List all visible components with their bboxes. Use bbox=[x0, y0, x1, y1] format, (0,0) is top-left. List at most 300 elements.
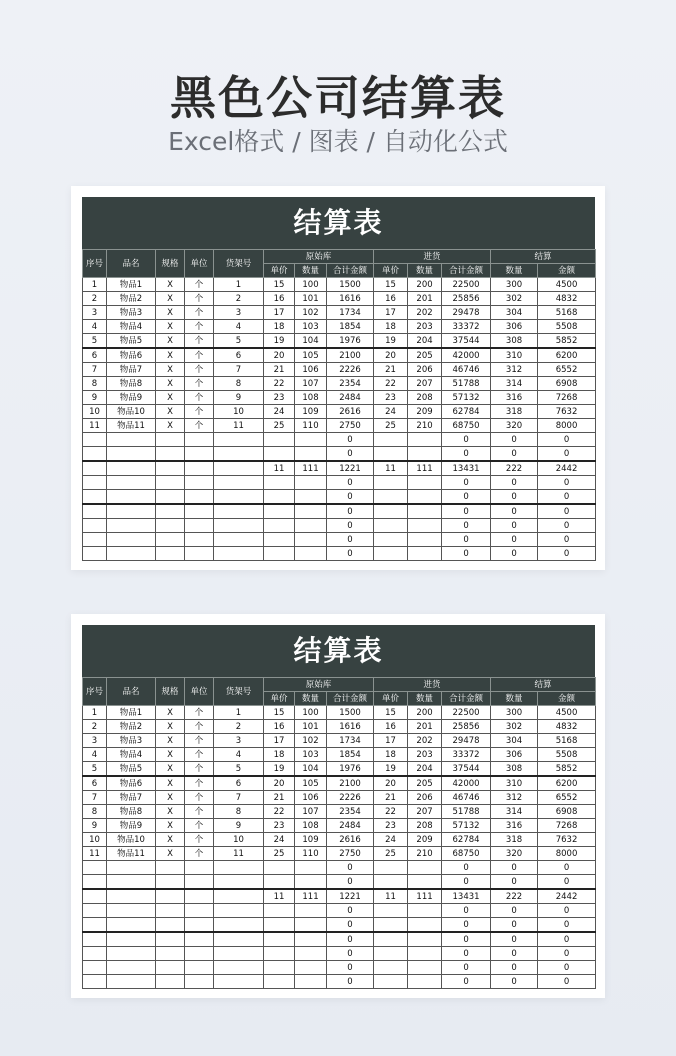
table-cell[interactable]: 110 bbox=[295, 847, 327, 861]
table-cell[interactable]: 0 bbox=[538, 904, 596, 918]
table-cell[interactable]: 11 bbox=[214, 847, 264, 861]
table-cell[interactable]: 0 bbox=[442, 490, 491, 505]
table-cell[interactable]: 17 bbox=[264, 306, 295, 320]
table-cell[interactable] bbox=[374, 961, 408, 975]
table-cell[interactable] bbox=[295, 947, 327, 961]
table-cell[interactable] bbox=[264, 519, 295, 533]
table-cell[interactable] bbox=[374, 861, 408, 875]
table-cell[interactable]: 8000 bbox=[538, 847, 596, 861]
table-cell[interactable]: 20 bbox=[374, 776, 408, 791]
table-cell[interactable]: 57132 bbox=[442, 819, 491, 833]
table-cell[interactable] bbox=[107, 490, 156, 505]
table-cell[interactable]: 111 bbox=[295, 889, 327, 904]
table-cell[interactable] bbox=[264, 947, 295, 961]
table-cell[interactable]: 0 bbox=[442, 433, 491, 447]
table-cell[interactable] bbox=[156, 932, 185, 947]
table-cell[interactable] bbox=[185, 533, 214, 547]
table-cell[interactable]: 24 bbox=[264, 833, 295, 847]
table-cell[interactable] bbox=[107, 932, 156, 947]
table-cell[interactable]: 300 bbox=[491, 706, 538, 720]
table-cell[interactable]: 108 bbox=[295, 391, 327, 405]
table-cell[interactable]: 0 bbox=[491, 547, 538, 561]
table-cell[interactable] bbox=[107, 504, 156, 519]
table-cell[interactable] bbox=[83, 519, 107, 533]
table-cell[interactable]: 个 bbox=[185, 720, 214, 734]
table-cell[interactable]: 23 bbox=[374, 391, 408, 405]
table-cell[interactable]: 68750 bbox=[442, 419, 491, 433]
table-cell[interactable]: 6 bbox=[214, 348, 264, 363]
table-cell[interactable] bbox=[264, 433, 295, 447]
table-cell[interactable] bbox=[185, 932, 214, 947]
table-cell[interactable] bbox=[185, 519, 214, 533]
table-cell[interactable]: 个 bbox=[185, 334, 214, 349]
table-cell[interactable]: 2100 bbox=[327, 776, 374, 791]
table-cell[interactable]: 15 bbox=[264, 706, 295, 720]
table-cell[interactable]: 8 bbox=[83, 805, 107, 819]
table-cell[interactable] bbox=[185, 547, 214, 561]
table-cell[interactable]: 0 bbox=[327, 875, 374, 890]
table-cell[interactable]: 17 bbox=[374, 306, 408, 320]
table-cell[interactable]: 10 bbox=[214, 405, 264, 419]
table-cell[interactable]: 16 bbox=[264, 292, 295, 306]
table-cell[interactable]: 个 bbox=[185, 306, 214, 320]
table-cell[interactable]: 个 bbox=[185, 762, 214, 777]
table-cell[interactable]: 物品8 bbox=[107, 805, 156, 819]
table-cell[interactable]: 109 bbox=[295, 833, 327, 847]
table-cell[interactable] bbox=[214, 947, 264, 961]
table-cell[interactable] bbox=[185, 447, 214, 462]
table-cell[interactable]: 209 bbox=[408, 833, 442, 847]
table-cell[interactable] bbox=[408, 533, 442, 547]
table-cell[interactable] bbox=[264, 918, 295, 933]
table-cell[interactable]: 42000 bbox=[442, 776, 491, 791]
table-cell[interactable]: 208 bbox=[408, 819, 442, 833]
table-cell[interactable]: 204 bbox=[408, 762, 442, 777]
table-cell[interactable]: 0 bbox=[491, 476, 538, 490]
table-cell[interactable]: 110 bbox=[295, 419, 327, 433]
table-cell[interactable] bbox=[214, 476, 264, 490]
table-cell[interactable] bbox=[214, 875, 264, 890]
table-cell[interactable]: 104 bbox=[295, 334, 327, 349]
table-cell[interactable]: 10 bbox=[214, 833, 264, 847]
table-cell[interactable] bbox=[408, 947, 442, 961]
table-cell[interactable]: 18 bbox=[264, 320, 295, 334]
table-cell[interactable]: 0 bbox=[442, 918, 491, 933]
table-cell[interactable]: 300 bbox=[491, 278, 538, 292]
table-cell[interactable] bbox=[107, 961, 156, 975]
table-cell[interactable] bbox=[185, 975, 214, 989]
table-cell[interactable]: 62784 bbox=[442, 405, 491, 419]
table-cell[interactable]: 0 bbox=[442, 975, 491, 989]
table-cell[interactable]: 1 bbox=[83, 278, 107, 292]
table-cell[interactable]: 6 bbox=[214, 776, 264, 791]
table-cell[interactable]: 25856 bbox=[442, 720, 491, 734]
table-cell[interactable]: 物品3 bbox=[107, 306, 156, 320]
table-cell[interactable]: 6552 bbox=[538, 363, 596, 377]
table-cell[interactable]: 310 bbox=[491, 776, 538, 791]
table-cell[interactable]: 5 bbox=[83, 762, 107, 777]
table-cell[interactable]: X bbox=[156, 419, 185, 433]
table-cell[interactable] bbox=[107, 947, 156, 961]
table-cell[interactable]: X bbox=[156, 805, 185, 819]
table-cell[interactable]: 21 bbox=[264, 363, 295, 377]
table-cell[interactable] bbox=[408, 433, 442, 447]
table-cell[interactable] bbox=[374, 932, 408, 947]
table-cell[interactable] bbox=[408, 519, 442, 533]
table-cell[interactable]: 6908 bbox=[538, 377, 596, 391]
table-cell[interactable]: 312 bbox=[491, 363, 538, 377]
table-cell[interactable] bbox=[83, 975, 107, 989]
table-cell[interactable]: 4 bbox=[83, 748, 107, 762]
table-cell[interactable]: 个 bbox=[185, 348, 214, 363]
table-cell[interactable] bbox=[264, 533, 295, 547]
table-cell[interactable]: 9 bbox=[214, 391, 264, 405]
table-cell[interactable]: 个 bbox=[185, 363, 214, 377]
table-cell[interactable]: 物品1 bbox=[107, 278, 156, 292]
table-cell[interactable]: X bbox=[156, 377, 185, 391]
table-cell[interactable]: 物品10 bbox=[107, 405, 156, 419]
table-cell[interactable]: 312 bbox=[491, 791, 538, 805]
table-cell[interactable] bbox=[83, 533, 107, 547]
table-cell[interactable] bbox=[83, 547, 107, 561]
table-cell[interactable]: 0 bbox=[327, 504, 374, 519]
table-cell[interactable] bbox=[83, 504, 107, 519]
table-cell[interactable] bbox=[408, 961, 442, 975]
table-cell[interactable] bbox=[107, 533, 156, 547]
table-cell[interactable]: 206 bbox=[408, 791, 442, 805]
table-cell[interactable] bbox=[107, 875, 156, 890]
table-cell[interactable]: 15 bbox=[374, 706, 408, 720]
table-cell[interactable]: 6200 bbox=[538, 348, 596, 363]
table-cell[interactable]: 200 bbox=[408, 706, 442, 720]
table-cell[interactable]: 13431 bbox=[442, 889, 491, 904]
table-cell[interactable]: 23 bbox=[374, 819, 408, 833]
table-cell[interactable]: 个 bbox=[185, 791, 214, 805]
table-cell[interactable]: 4500 bbox=[538, 706, 596, 720]
table-cell[interactable]: 105 bbox=[295, 348, 327, 363]
table-cell[interactable] bbox=[83, 461, 107, 476]
table-cell[interactable]: 5508 bbox=[538, 320, 596, 334]
table-cell[interactable]: 5508 bbox=[538, 748, 596, 762]
table-cell[interactable]: 4832 bbox=[538, 720, 596, 734]
table-cell[interactable]: 100 bbox=[295, 278, 327, 292]
table-cell[interactable]: 5852 bbox=[538, 334, 596, 349]
table-cell[interactable]: 25 bbox=[374, 847, 408, 861]
table-cell[interactable]: 物品9 bbox=[107, 819, 156, 833]
table-cell[interactable]: 0 bbox=[491, 490, 538, 505]
table-cell[interactable] bbox=[408, 476, 442, 490]
table-cell[interactable]: 29478 bbox=[442, 306, 491, 320]
table-cell[interactable] bbox=[83, 947, 107, 961]
table-cell[interactable] bbox=[185, 476, 214, 490]
table-cell[interactable]: 物品8 bbox=[107, 377, 156, 391]
table-cell[interactable]: 210 bbox=[408, 847, 442, 861]
table-cell[interactable]: 18 bbox=[374, 320, 408, 334]
table-cell[interactable]: 17 bbox=[374, 734, 408, 748]
table-cell[interactable]: 302 bbox=[491, 720, 538, 734]
table-cell[interactable] bbox=[156, 547, 185, 561]
table-cell[interactable]: 5 bbox=[83, 334, 107, 349]
table-cell[interactable]: 0 bbox=[442, 904, 491, 918]
table-cell[interactable]: 316 bbox=[491, 819, 538, 833]
table-cell[interactable]: 0 bbox=[327, 433, 374, 447]
table-cell[interactable]: 7 bbox=[214, 363, 264, 377]
table-cell[interactable]: 2 bbox=[214, 720, 264, 734]
table-cell[interactable]: 8000 bbox=[538, 419, 596, 433]
table-cell[interactable]: 1854 bbox=[327, 320, 374, 334]
table-cell[interactable] bbox=[374, 476, 408, 490]
table-cell[interactable]: 201 bbox=[408, 292, 442, 306]
table-cell[interactable]: 6 bbox=[83, 348, 107, 363]
table-cell[interactable]: 304 bbox=[491, 306, 538, 320]
table-cell[interactable]: 1616 bbox=[327, 292, 374, 306]
table-cell[interactable]: 0 bbox=[538, 875, 596, 890]
table-cell[interactable]: 22500 bbox=[442, 278, 491, 292]
table-cell[interactable] bbox=[408, 918, 442, 933]
table-cell[interactable]: 33372 bbox=[442, 320, 491, 334]
table-cell[interactable]: 222 bbox=[491, 889, 538, 904]
table-cell[interactable]: 2 bbox=[214, 292, 264, 306]
table-cell[interactable]: 222 bbox=[491, 461, 538, 476]
table-cell[interactable]: 1976 bbox=[327, 334, 374, 349]
table-cell[interactable]: 206 bbox=[408, 363, 442, 377]
table-cell[interactable]: 203 bbox=[408, 320, 442, 334]
table-cell[interactable]: 10 bbox=[83, 405, 107, 419]
table-cell[interactable] bbox=[156, 875, 185, 890]
table-cell[interactable] bbox=[295, 476, 327, 490]
table-cell[interactable]: 4500 bbox=[538, 278, 596, 292]
table-cell[interactable] bbox=[156, 447, 185, 462]
table-cell[interactable] bbox=[185, 889, 214, 904]
table-cell[interactable]: 205 bbox=[408, 348, 442, 363]
table-cell[interactable]: 8 bbox=[214, 377, 264, 391]
table-cell[interactable]: X bbox=[156, 391, 185, 405]
table-cell[interactable]: 205 bbox=[408, 776, 442, 791]
table-cell[interactable] bbox=[264, 476, 295, 490]
table-cell[interactable]: 29478 bbox=[442, 734, 491, 748]
table-cell[interactable]: 25 bbox=[264, 419, 295, 433]
table-cell[interactable]: X bbox=[156, 833, 185, 847]
table-cell[interactable] bbox=[156, 490, 185, 505]
table-cell[interactable]: X bbox=[156, 320, 185, 334]
table-cell[interactable]: 2226 bbox=[327, 363, 374, 377]
table-cell[interactable]: 0 bbox=[538, 547, 596, 561]
table-cell[interactable]: 0 bbox=[491, 861, 538, 875]
table-cell[interactable] bbox=[264, 490, 295, 505]
table-cell[interactable]: 111 bbox=[408, 461, 442, 476]
table-cell[interactable] bbox=[107, 918, 156, 933]
table-cell[interactable]: 4 bbox=[214, 320, 264, 334]
table-cell[interactable] bbox=[295, 490, 327, 505]
table-cell[interactable]: 个 bbox=[185, 419, 214, 433]
table-cell[interactable] bbox=[185, 433, 214, 447]
table-cell[interactable]: 5 bbox=[214, 334, 264, 349]
table-cell[interactable]: 306 bbox=[491, 748, 538, 762]
table-cell[interactable]: 1734 bbox=[327, 306, 374, 320]
table-cell[interactable]: 11 bbox=[374, 461, 408, 476]
table-cell[interactable]: 1 bbox=[214, 706, 264, 720]
table-cell[interactable]: 0 bbox=[491, 947, 538, 961]
table-cell[interactable]: 23 bbox=[264, 819, 295, 833]
table-cell[interactable]: 101 bbox=[295, 292, 327, 306]
table-cell[interactable]: 4 bbox=[214, 748, 264, 762]
table-cell[interactable]: 4832 bbox=[538, 292, 596, 306]
table-cell[interactable]: 1734 bbox=[327, 734, 374, 748]
table-cell[interactable] bbox=[107, 476, 156, 490]
table-cell[interactable]: 0 bbox=[442, 947, 491, 961]
table-cell[interactable]: 0 bbox=[442, 504, 491, 519]
table-cell[interactable]: X bbox=[156, 405, 185, 419]
table-cell[interactable]: 0 bbox=[538, 476, 596, 490]
table-cell[interactable]: 物品7 bbox=[107, 791, 156, 805]
table-cell[interactable]: 19 bbox=[374, 334, 408, 349]
table-cell[interactable]: 0 bbox=[442, 476, 491, 490]
table-cell[interactable]: 37544 bbox=[442, 762, 491, 777]
table-cell[interactable] bbox=[374, 947, 408, 961]
table-cell[interactable] bbox=[295, 975, 327, 989]
table-cell[interactable]: 0 bbox=[327, 490, 374, 505]
table-cell[interactable] bbox=[408, 875, 442, 890]
table-cell[interactable]: 62784 bbox=[442, 833, 491, 847]
table-cell[interactable]: 0 bbox=[327, 947, 374, 961]
table-cell[interactable] bbox=[214, 961, 264, 975]
table-cell[interactable]: 0 bbox=[442, 961, 491, 975]
table-cell[interactable] bbox=[156, 476, 185, 490]
table-cell[interactable]: 0 bbox=[442, 875, 491, 890]
table-cell[interactable]: X bbox=[156, 762, 185, 777]
table-cell[interactable]: 0 bbox=[538, 447, 596, 462]
table-cell[interactable]: 5168 bbox=[538, 734, 596, 748]
table-cell[interactable]: 0 bbox=[538, 490, 596, 505]
table-cell[interactable] bbox=[408, 504, 442, 519]
table-cell[interactable] bbox=[214, 461, 264, 476]
table-cell[interactable]: 207 bbox=[408, 805, 442, 819]
table-cell[interactable] bbox=[264, 504, 295, 519]
table-cell[interactable]: 物品2 bbox=[107, 292, 156, 306]
table-cell[interactable]: 306 bbox=[491, 320, 538, 334]
table-cell[interactable]: 0 bbox=[327, 547, 374, 561]
table-cell[interactable] bbox=[374, 504, 408, 519]
table-cell[interactable]: 个 bbox=[185, 278, 214, 292]
table-cell[interactable]: 物品2 bbox=[107, 720, 156, 734]
table-cell[interactable]: 2 bbox=[83, 720, 107, 734]
table-cell[interactable]: 102 bbox=[295, 734, 327, 748]
table-cell[interactable]: 0 bbox=[327, 447, 374, 462]
table-cell[interactable] bbox=[214, 490, 264, 505]
table-cell[interactable]: 0 bbox=[491, 918, 538, 933]
table-cell[interactable] bbox=[107, 889, 156, 904]
table-cell[interactable]: 24 bbox=[374, 833, 408, 847]
table-cell[interactable]: 22 bbox=[264, 377, 295, 391]
table-cell[interactable]: 物品5 bbox=[107, 334, 156, 349]
table-cell[interactable]: 0 bbox=[327, 476, 374, 490]
table-cell[interactable]: 1500 bbox=[327, 706, 374, 720]
table-cell[interactable]: 308 bbox=[491, 762, 538, 777]
table-cell[interactable]: 0 bbox=[442, 861, 491, 875]
table-cell[interactable] bbox=[374, 904, 408, 918]
table-cell[interactable]: 5852 bbox=[538, 762, 596, 777]
table-cell[interactable]: 物品7 bbox=[107, 363, 156, 377]
table-cell[interactable]: 16 bbox=[374, 720, 408, 734]
table-cell[interactable]: 6200 bbox=[538, 776, 596, 791]
table-cell[interactable]: 37544 bbox=[442, 334, 491, 349]
table-cell[interactable]: 物品9 bbox=[107, 391, 156, 405]
table-cell[interactable]: 物品6 bbox=[107, 348, 156, 363]
table-cell[interactable]: 物品4 bbox=[107, 320, 156, 334]
table-cell[interactable]: 57132 bbox=[442, 391, 491, 405]
table-cell[interactable]: 11 bbox=[264, 889, 295, 904]
table-cell[interactable] bbox=[83, 447, 107, 462]
table-cell[interactable]: X bbox=[156, 706, 185, 720]
table-cell[interactable] bbox=[264, 904, 295, 918]
table-cell[interactable] bbox=[107, 433, 156, 447]
table-cell[interactable]: 7 bbox=[83, 791, 107, 805]
table-cell[interactable]: 7 bbox=[83, 363, 107, 377]
table-cell[interactable]: 308 bbox=[491, 334, 538, 349]
table-cell[interactable]: 0 bbox=[327, 975, 374, 989]
table-cell[interactable]: 0 bbox=[327, 932, 374, 947]
table-cell[interactable]: 2442 bbox=[538, 889, 596, 904]
table-cell[interactable]: 物品3 bbox=[107, 734, 156, 748]
table-cell[interactable]: 1221 bbox=[327, 889, 374, 904]
table-cell[interactable]: X bbox=[156, 292, 185, 306]
table-cell[interactable]: 0 bbox=[538, 433, 596, 447]
table-cell[interactable]: 11 bbox=[264, 461, 295, 476]
table-cell[interactable]: 7632 bbox=[538, 833, 596, 847]
table-cell[interactable]: 0 bbox=[442, 533, 491, 547]
table-cell[interactable]: 314 bbox=[491, 377, 538, 391]
table-cell[interactable]: 0 bbox=[491, 932, 538, 947]
table-cell[interactable]: 101 bbox=[295, 720, 327, 734]
table-cell[interactable] bbox=[408, 932, 442, 947]
table-cell[interactable]: X bbox=[156, 776, 185, 791]
table-cell[interactable]: 个 bbox=[185, 391, 214, 405]
table-cell[interactable]: 1500 bbox=[327, 278, 374, 292]
table-cell[interactable]: 2226 bbox=[327, 791, 374, 805]
table-cell[interactable] bbox=[83, 490, 107, 505]
table-cell[interactable] bbox=[295, 918, 327, 933]
table-cell[interactable] bbox=[374, 490, 408, 505]
table-cell[interactable] bbox=[107, 519, 156, 533]
table-cell[interactable]: 个 bbox=[185, 805, 214, 819]
table-cell[interactable]: 1 bbox=[83, 706, 107, 720]
table-cell[interactable]: X bbox=[156, 748, 185, 762]
table-cell[interactable]: 207 bbox=[408, 377, 442, 391]
table-cell[interactable] bbox=[264, 975, 295, 989]
table-cell[interactable]: 个 bbox=[185, 833, 214, 847]
table-cell[interactable]: 7632 bbox=[538, 405, 596, 419]
table-cell[interactable]: 7 bbox=[214, 791, 264, 805]
table-cell[interactable]: 46746 bbox=[442, 791, 491, 805]
table-cell[interactable]: 2442 bbox=[538, 461, 596, 476]
table-cell[interactable] bbox=[264, 961, 295, 975]
table-cell[interactable] bbox=[156, 918, 185, 933]
table-cell[interactable]: 物品1 bbox=[107, 706, 156, 720]
table-cell[interactable]: 0 bbox=[491, 433, 538, 447]
table-cell[interactable] bbox=[107, 461, 156, 476]
table-cell[interactable]: 1221 bbox=[327, 461, 374, 476]
table-cell[interactable] bbox=[156, 504, 185, 519]
table-cell[interactable]: 物品11 bbox=[107, 419, 156, 433]
table-cell[interactable]: 201 bbox=[408, 720, 442, 734]
table-cell[interactable]: 51788 bbox=[442, 377, 491, 391]
table-cell[interactable]: 个 bbox=[185, 776, 214, 791]
table-cell[interactable]: 20 bbox=[264, 776, 295, 791]
table-cell[interactable]: 302 bbox=[491, 292, 538, 306]
table-cell[interactable] bbox=[295, 519, 327, 533]
table-cell[interactable]: 个 bbox=[185, 320, 214, 334]
table-cell[interactable]: 111 bbox=[295, 461, 327, 476]
